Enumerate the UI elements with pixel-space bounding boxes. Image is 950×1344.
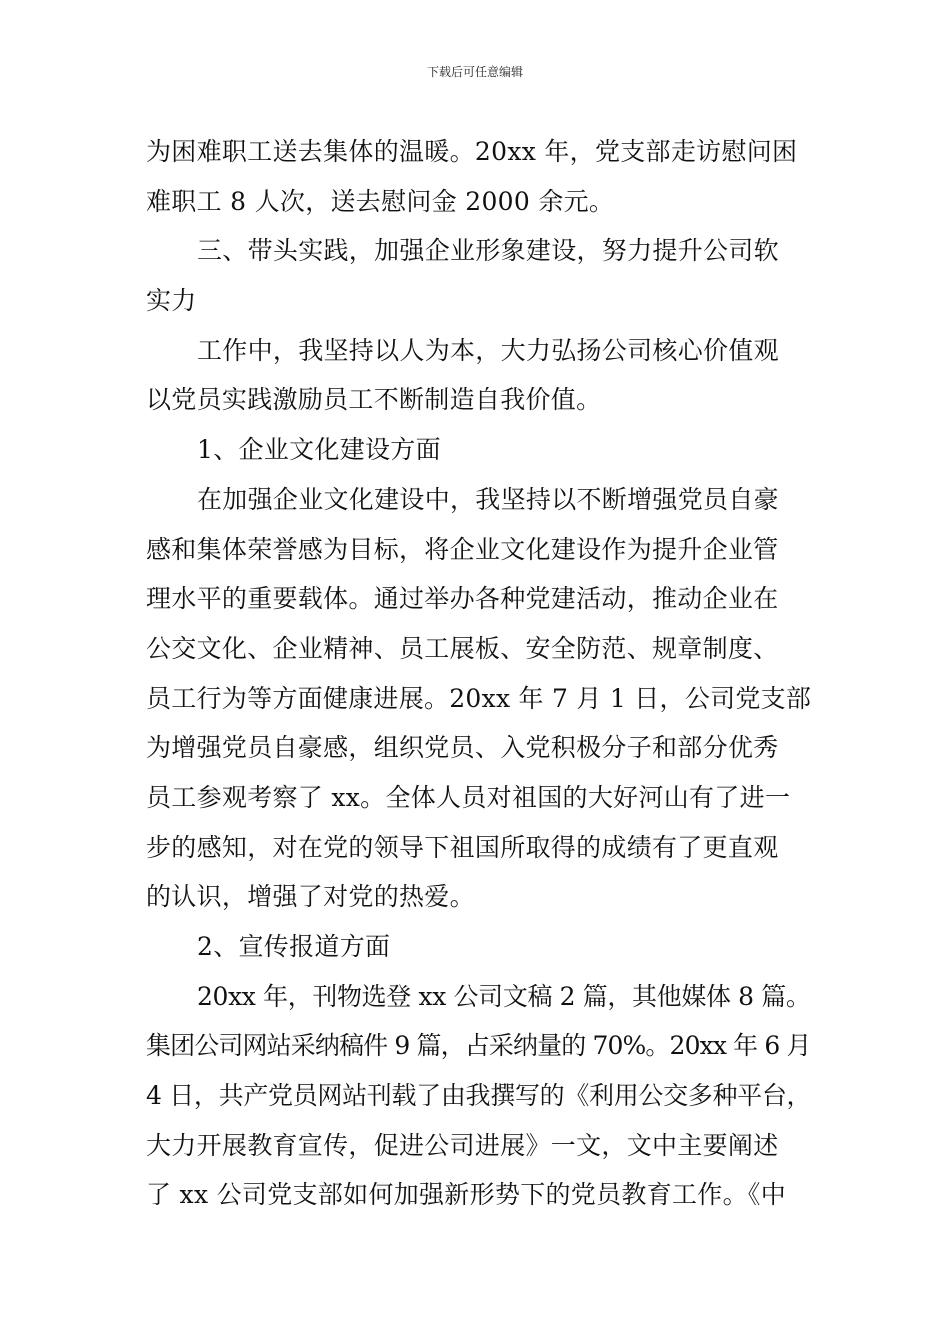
document-body [146, 127, 811, 1220]
text-line: 理水平的重要载体。通过举办各种党建活动，推动企业在 [146, 584, 779, 614]
text-line: 2、宣传报道方面 [197, 932, 391, 961]
text-line: 为困难职工送去集体的温暖。20xx 年，党支部走访慰问困 [146, 137, 798, 166]
text-line: 大力开展教育宣传，促进公司进展》一文，文中主要阐述 [146, 1130, 779, 1160]
text-line: 4 日，共产党员网站刊载了由我撰写的《利用公交多种平台， [146, 1081, 812, 1111]
text-line: 实力 [146, 286, 197, 316]
text-line: 1、企业文化建设方面 [197, 435, 441, 465]
text-line: 三、带头实践，加强企业形象建设，努力提升公司软 [197, 236, 779, 266]
text-line: 的认识，增强了对党的热爱。 [146, 882, 475, 912]
text-line: 20xx 年，刊物选登 xx 公司文稿 2 篇，其他媒体 8 篇。 [197, 981, 811, 1011]
text-line: 公交文化、企业精神、员工展板、安全防范、规章制度、 [146, 633, 779, 663]
text-line: 难职工 8 人次，送去慰问金 2000 余元。 [146, 186, 615, 216]
text-line: 在加强企业文化建设中，我坚持以不断增强党员自豪 [197, 484, 779, 514]
text-line: 为增强党员自豪感，组织党员、入党积极分子和部分优秀 [146, 733, 779, 763]
text-line: 以党员实践激励员工不断制造自我价值。 [146, 385, 602, 415]
text-line: 工作中，我坚持以人为本，大力弘扬公司核心价值观 [197, 335, 779, 365]
text-line: 员工参观考察了 xx。全体人员对祖国的大好河山有了进一 [146, 782, 791, 812]
page-header: 下载后可任意编辑 [426, 65, 523, 79]
text-line: 员工行为等方面健康进展。20xx 年 7 月 1 日，公司党支部 [146, 683, 812, 713]
text-line: 感和集体荣誉感为目标，将企业文化建设作为提升企业管 [146, 534, 779, 564]
text-line: 步的感知，对在党的领导下祖国所取得的成绩有了更直观 [146, 832, 779, 862]
text-line: 集团公司网站采纳稿件 9 篇，占采纳量的 70%。20xx 年 6 月 [146, 1031, 811, 1061]
text-line: 了 xx 公司党支部如何加强新形势下的党员教育工作。《中 [146, 1180, 786, 1210]
